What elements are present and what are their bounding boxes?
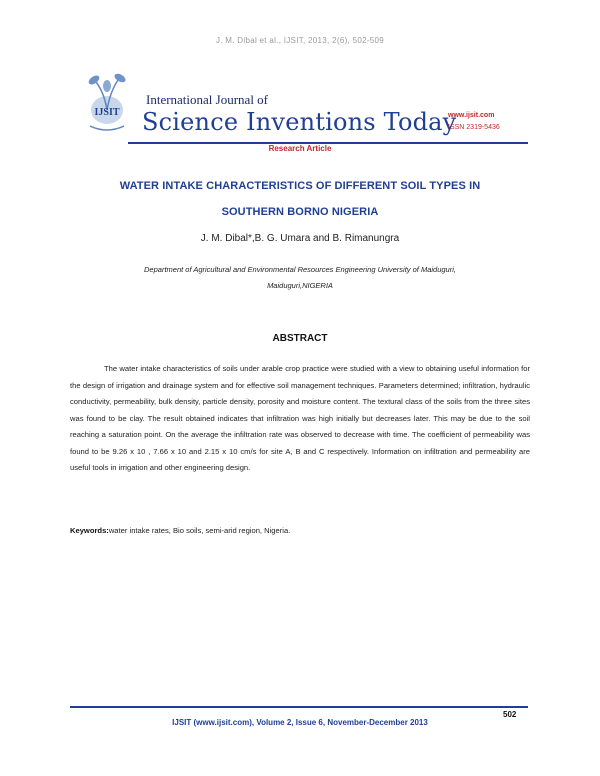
journal-name: Science Inventions Today — [142, 108, 457, 136]
affiliation-line-2: Maiduguri,NIGERIA — [267, 281, 333, 290]
abstract-heading: ABSTRACT — [272, 333, 328, 344]
abstract-body: The water intake characteristics of soils under arable crop practice were studied with a view to obtaining useful information for the design of irrigation and drainage system and for effective soil management techniques. Parameters determined; infiltration, hydraulic conductivity, permeability, bulk density, particle density, porosity and moisture content. The textural class of the soils from the three sites was found to be clay. The result obtained indicates that infiltration was high initially but decreases later. This may be due to the soil reaching a saturation point. On the average the infiltration rate was observed to decrease with time. The coefficient of permeability was found to be 9.26 x 10 , 7.66 x 10 and 2.15 x 10 cm/s for site A, B and C respectively. Information on infiltration and permeability are useful tools in irrigation and other engineering design. — [70, 364, 530, 472]
affiliation-line-1: Department of Agricultural and Environmental Resources Engineering University of Maiduguri, — [144, 265, 456, 274]
paper-title — [70, 173, 530, 225]
journal-website: www.ijsit.com — [448, 112, 495, 119]
keywords — [70, 526, 530, 535]
journal-logo-icon — [80, 70, 134, 136]
running-head: J. M. Dibal et al., IJSIT, 2013, 2(6), 502-509 — [215, 36, 385, 45]
journal-prefix: International Journal of — [146, 92, 269, 107]
article-type-label: Research Article — [268, 144, 332, 153]
title-line-1: WATER INTAKE CHARACTERISTICS OF DIFFERENT SOIL TYPES IN — [119, 180, 481, 192]
page-number: 502 — [503, 710, 517, 719]
logo-text: IJSIT — [94, 107, 120, 118]
footer-citation: IJSIT (www.ijsit.com), Volume 2, Issue 6, November-December 2013 — [172, 718, 428, 727]
keywords-text: water intake rates, Bio soils, semi-arid region, Nigeria. — [108, 526, 291, 535]
title-line-2: SOUTHERN BORNO NIGERIA — [221, 206, 379, 218]
affiliation — [90, 262, 510, 294]
journal-issn: ISSN 2319-5436 — [448, 124, 500, 131]
keywords-label: Keywords: — [70, 526, 109, 535]
authors: J. M. Dibal*,B. G. Umara and B. Rimanungra — [200, 233, 400, 244]
footer-divider — [70, 706, 528, 708]
